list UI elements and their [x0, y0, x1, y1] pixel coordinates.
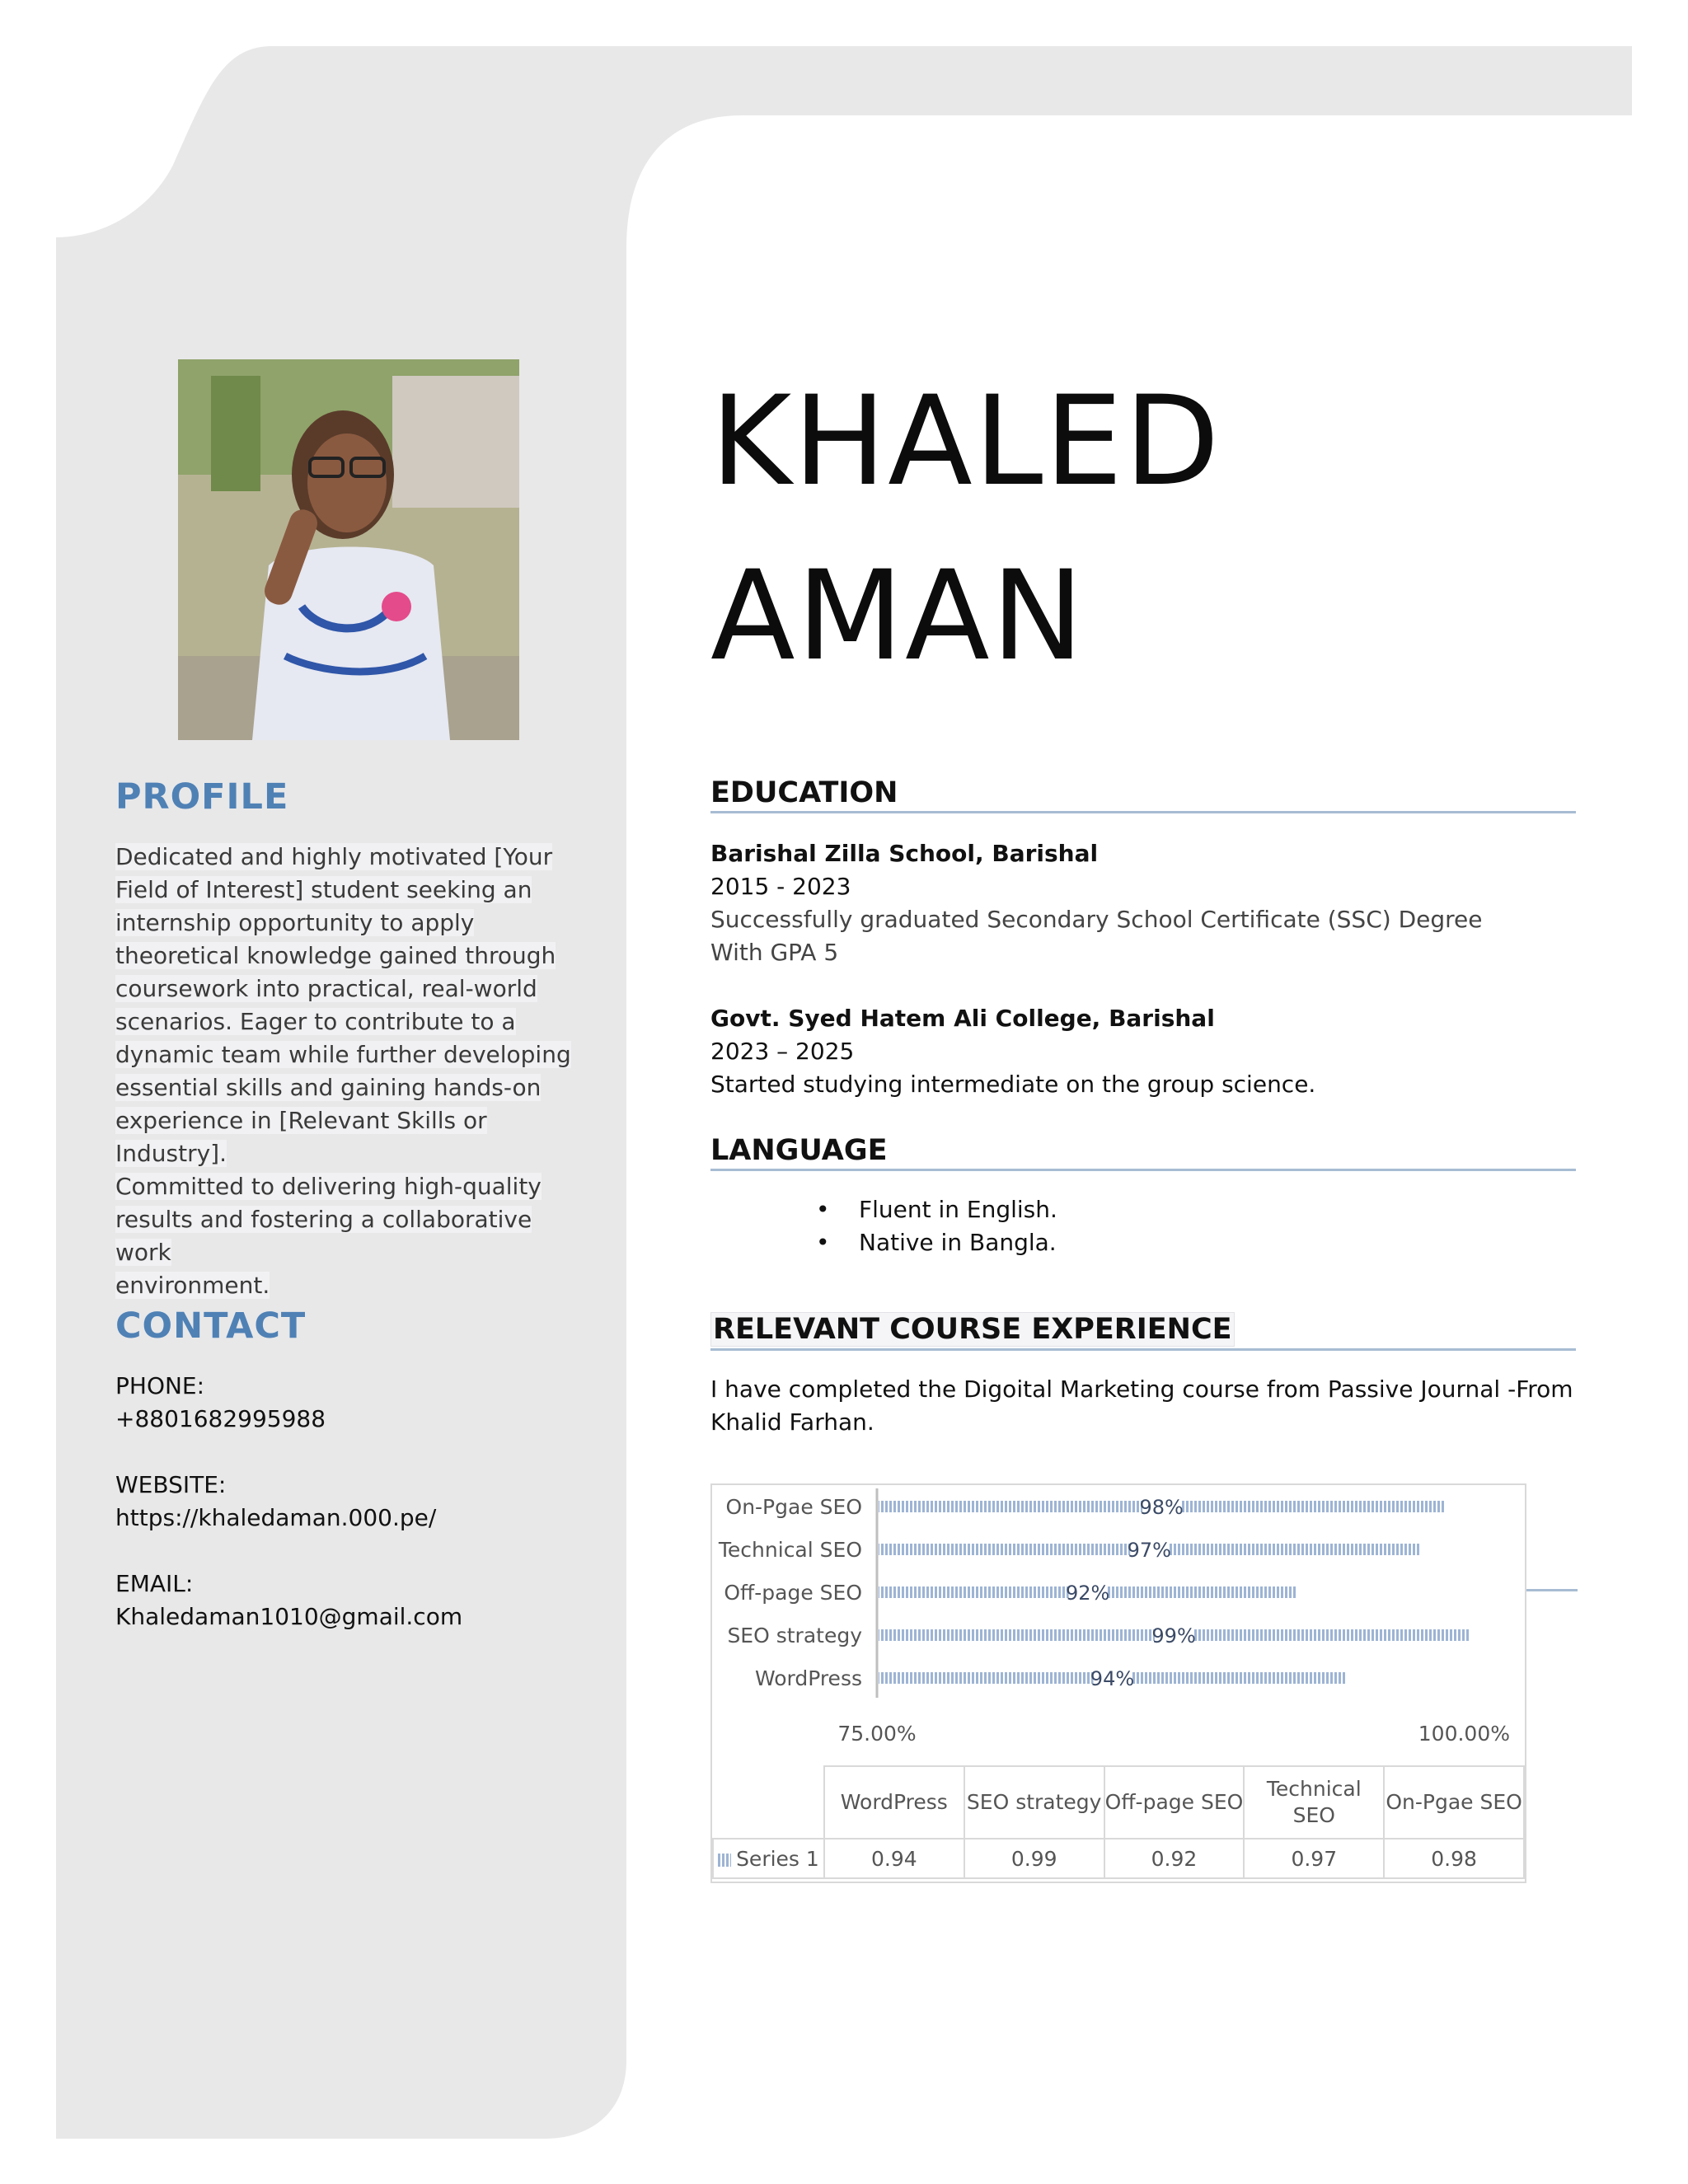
profile-line: experience in [Relevant Skills or Industry]. — [115, 1107, 487, 1167]
table-header-cell — [964, 1766, 1104, 1839]
course-line: Khalid Farhan. — [710, 1408, 874, 1436]
contact-heading: CONTACT — [115, 1305, 307, 1347]
table-row-label — [713, 1839, 824, 1878]
first-name: KHALED — [710, 370, 1221, 513]
data-label: 92% — [1065, 1582, 1110, 1605]
education-entry — [710, 837, 1576, 969]
table-header-text: On-Pgae SEO — [1386, 1790, 1522, 1814]
education-heading — [710, 776, 1576, 813]
language-heading-text: LANGUAGE — [710, 1134, 888, 1167]
table-corner — [713, 1766, 824, 1839]
school-name: Barishal Zilla School, Barishal — [710, 840, 1099, 867]
school-description: Started studying intermediate on the group science. — [710, 1071, 1316, 1098]
series-name: Series 1 — [736, 1846, 819, 1871]
chart-data-table — [712, 1765, 1525, 1879]
course-description — [710, 1373, 1576, 1439]
table-cell: 0.97 — [1244, 1839, 1384, 1878]
category-label: Off-page SEO — [724, 1581, 862, 1605]
profile-line: internship opportunity to apply — [115, 909, 475, 936]
school-years: 2023 – 2025 — [710, 1038, 855, 1065]
table-header-text: Off-page SEO — [1104, 1790, 1244, 1814]
table-header-cell — [1244, 1766, 1384, 1839]
data-label: 98% — [1139, 1496, 1184, 1519]
education-entry — [710, 1002, 1576, 1101]
phone-value: +8801682995988 — [115, 1405, 326, 1432]
website-link[interactable]: https://khaledaman.000.pe/ — [115, 1504, 437, 1531]
language-item: • Native in Bangla. — [816, 1226, 1057, 1259]
school-years: 2015 - 2023 — [710, 873, 851, 900]
profile-line: results and fostering a collaborative work — [115, 1206, 532, 1266]
table-cell: 0.98 — [1384, 1839, 1524, 1878]
x-tick-label: 100.00% — [1418, 1722, 1510, 1746]
table-header-text: Technical — [1266, 1777, 1362, 1801]
skills-chart — [710, 1483, 1526, 1883]
table-header-text: SEO — [1292, 1803, 1335, 1827]
profile-line: environment. — [115, 1272, 270, 1299]
last-name: AMAN — [710, 545, 1085, 688]
candidate-name — [710, 354, 1221, 704]
table-cell: 0.92 — [1104, 1839, 1245, 1878]
phone-label: PHONE: — [115, 1372, 205, 1399]
data-label: 99% — [1151, 1624, 1196, 1647]
table-cell: 0.99 — [964, 1839, 1104, 1878]
profile-line: Dedicated and highly motivated [Your — [115, 843, 553, 870]
table-header-text: SEO strategy — [966, 1790, 1102, 1814]
education-heading-text: EDUCATION — [710, 776, 898, 809]
x-tick-label: 75.00% — [837, 1722, 917, 1746]
table-header-text: WordPress — [840, 1790, 948, 1814]
profile-line: scenarios. Eager to contribute to a — [115, 1008, 516, 1035]
school-description: With GPA 5 — [710, 939, 839, 966]
legend-key — [718, 1854, 731, 1867]
profile-line: Committed to delivering high-quality — [115, 1173, 542, 1200]
table-cell: 0.94 — [824, 1839, 964, 1878]
profile-heading: PROFILE — [115, 776, 289, 818]
profile-line: essential skills and gaining hands-on — [115, 1074, 542, 1101]
school-name: Govt. Syed Hatem Ali College, Barishal — [710, 1005, 1215, 1032]
table-header-row — [713, 1766, 1524, 1839]
data-label: 94% — [1090, 1667, 1135, 1690]
school-description: Successfully graduated Secondary School Certificate (SSC) Degree — [710, 906, 1483, 933]
course-heading — [710, 1312, 1576, 1351]
table-header-cell — [1104, 1766, 1245, 1839]
profile-line: dynamic team while further developing — [115, 1041, 571, 1068]
language-list — [816, 1193, 1057, 1259]
data-label: 97% — [1127, 1539, 1171, 1562]
profile-line: Field of Interest] student seeking an — [115, 876, 532, 903]
profile-line: coursework into practical, real-world — [115, 975, 537, 1002]
course-line: I have completed the Digoital Marketing course from Passive Journal -From — [710, 1376, 1573, 1403]
email-link[interactable]: Khaledaman1010@gmail.com — [115, 1603, 463, 1630]
course-heading-text: RELEVANT COURSE EXPERIENCE — [710, 1312, 1235, 1347]
category-label: SEO strategy — [727, 1624, 862, 1647]
skills-bar-chart — [712, 1485, 1528, 1765]
profile-line: theoretical knowledge gained through — [115, 942, 556, 969]
chart-connector-line — [1526, 1589, 1578, 1592]
table-header-cell — [1384, 1766, 1524, 1839]
language-item: • Fluent in English. — [816, 1193, 1057, 1226]
category-label: WordPress — [754, 1666, 862, 1690]
contact-block — [115, 1370, 577, 1666]
profile-summary — [115, 841, 573, 1302]
email-label: EMAIL: — [115, 1570, 194, 1597]
table-header-cell — [824, 1766, 964, 1839]
website-label: WEBSITE: — [115, 1471, 227, 1498]
profile-photo — [178, 359, 519, 740]
category-label: Technical SEO — [718, 1538, 862, 1562]
table-row — [713, 1839, 1524, 1878]
category-label: On-Pgae SEO — [725, 1495, 862, 1519]
language-heading — [710, 1134, 1576, 1171]
